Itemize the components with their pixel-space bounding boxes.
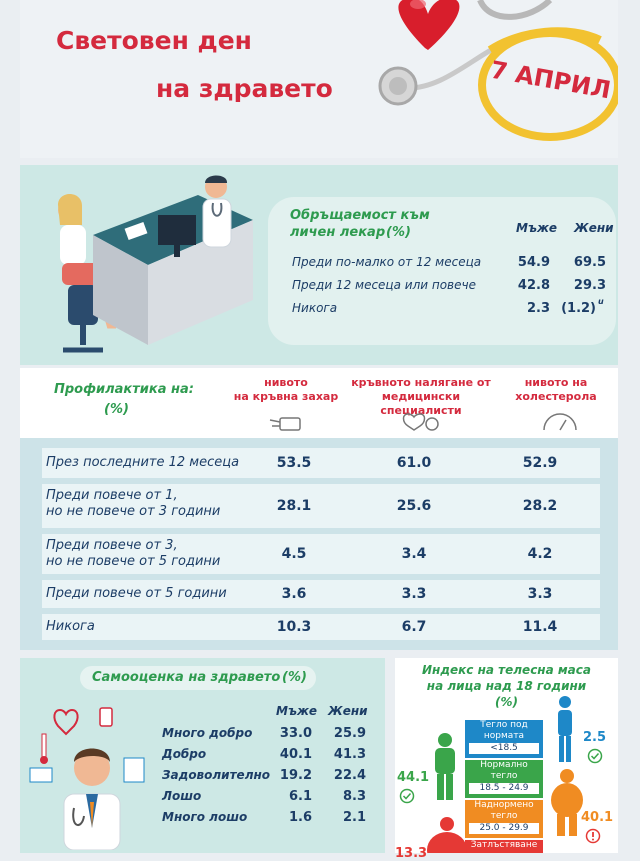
date-label: 7 АПРИЛ: [488, 55, 613, 105]
prevention-row-label: [46, 586, 227, 602]
bmi-cat-line2: тегло: [490, 811, 518, 821]
self-row: [162, 726, 382, 748]
overweight-person-icon: [545, 768, 589, 840]
bmi-box-normal: [465, 760, 543, 798]
prevention-value-cholesterol: 11.4: [522, 619, 558, 635]
title-line-1: Световен ден: [56, 26, 252, 55]
self-row-men: 40.1: [279, 747, 312, 762]
bmi-cat-line1: Затлъстяване: [470, 840, 538, 850]
gp-row-men: 54.9: [517, 255, 550, 270]
bmi-box-underweight: [465, 720, 543, 758]
prevention-value-pressure: 61.0: [396, 455, 432, 471]
self-row-men: 1.6: [288, 810, 312, 825]
prevention-value-pressure: 25.6: [396, 498, 432, 514]
gp-row-women: 69.5: [573, 255, 606, 270]
prevention-value-pressure: 6.7: [401, 619, 427, 635]
prevention-row-label: [46, 488, 220, 520]
self-row: [162, 810, 382, 832]
bmi-cat-line1: Наднормено: [474, 800, 534, 810]
gp-row-label: Преди 12 месеца или повече: [292, 278, 476, 292]
bmi-title-line2: на лица над 18 години: [426, 679, 587, 693]
prevention-value-sugar: 4.5: [281, 546, 307, 562]
prevention-row-label: [46, 619, 95, 635]
self-row-women: 25.9: [333, 726, 366, 741]
self-row-label: Много добро: [162, 726, 253, 740]
bmi-cat-line1: Тегло под: [480, 720, 528, 730]
glucometer-icon: [266, 410, 306, 434]
prevention-value-sugar: 28.1: [276, 498, 312, 514]
col3-line2: холестерола: [515, 390, 597, 403]
obese-person-icon: [425, 816, 469, 853]
prevention-title: Профилактика на:: [54, 382, 194, 397]
gp-col-women: Жени: [574, 221, 614, 235]
gp-table-card: [268, 197, 616, 345]
self-row: [162, 747, 382, 769]
prevention-row-label: [46, 455, 239, 471]
bmi-cat-line2: тегло: [490, 771, 518, 781]
prevention-header: [20, 368, 618, 438]
blood-pressure-icon: [402, 410, 442, 434]
col2-line1: кръвното налягане от: [351, 376, 491, 389]
prevention-table: [20, 438, 618, 650]
bmi-value-underweight: 2.5: [583, 730, 607, 745]
check-icon: [587, 748, 603, 764]
self-row-women: 2.1: [342, 810, 366, 825]
bmi-cat-range: <18.5: [469, 743, 539, 754]
label-line2: но не повече от 3 години: [46, 504, 221, 519]
col2-line2: медицински специалисти: [380, 390, 462, 417]
label-line1: Преди повече от 3,: [46, 538, 178, 553]
gp-row-men: 2.3: [526, 301, 550, 316]
col1-line1: нивото: [264, 376, 308, 389]
thin-person-icon: [545, 694, 585, 766]
prevention-row: [42, 534, 600, 574]
self-row-women: 22.4: [333, 768, 366, 783]
gp-row: [268, 276, 616, 298]
self-title: Самооценка на здравето: [92, 670, 281, 685]
label-line2: но не повече от 5 години: [46, 554, 221, 569]
header-banner: [20, 0, 618, 158]
bmi-cat-line2: нормата: [483, 731, 525, 741]
doctor-office-icon: [38, 175, 258, 360]
bmi-unit: (%): [495, 695, 518, 709]
bmi-cat-range: 25.0 - 29.9: [469, 823, 539, 834]
gp-row-women-note: u: [598, 297, 604, 306]
gp-title-line-2: личен лекар: [290, 225, 386, 240]
col3-line1: нивото на: [524, 376, 588, 389]
gp-row-women: 29.3: [573, 278, 606, 293]
prevention-value-cholesterol: 3.3: [527, 586, 553, 602]
warning-icon: [585, 828, 601, 844]
gp-row: [268, 299, 616, 321]
col-cholesterol-header: [506, 376, 606, 404]
gp-row-label: Никога: [292, 301, 338, 315]
bmi-value-obese: 13.3: [395, 846, 428, 861]
self-col-men: Мъже: [276, 704, 318, 718]
prevention-value-cholesterol: 52.9: [522, 455, 558, 471]
self-row-men: 19.2: [279, 768, 312, 783]
bmi-value-overweight: 40.1: [581, 810, 614, 825]
title-line-2: на здравето: [156, 74, 333, 103]
prevention-unit: (%): [104, 402, 129, 417]
self-row-men: 33.0: [279, 726, 312, 741]
col-blood-sugar-header: [226, 376, 346, 404]
prevention-value-cholesterol: 4.2: [527, 546, 553, 562]
gp-row-label: Преди по-малко от 12 месеца: [292, 255, 482, 269]
self-row-men: 6.1: [288, 789, 312, 804]
prevention-row: [42, 614, 600, 640]
bmi-title-line1: Индекс на телесна маса: [422, 663, 591, 677]
bmi-cat-line1: Нормално: [480, 760, 528, 770]
gp-row: [268, 253, 616, 275]
gp-col-men: Мъже: [516, 221, 558, 235]
bmi-box-overweight: [465, 800, 543, 838]
prevention-value-pressure: 3.3: [401, 586, 427, 602]
gp-row-women: (1.2): [561, 301, 596, 316]
col1-line2: на кръвна захар: [233, 390, 339, 403]
self-row-label: Добро: [162, 747, 207, 761]
prevention-value-cholesterol: 28.2: [522, 498, 558, 514]
label-line1: Преди повече от 5 години: [46, 586, 227, 601]
prevention-value-sugar: 53.5: [276, 455, 312, 471]
label-line1: Никога: [46, 619, 95, 634]
normal-person-icon: [425, 732, 465, 804]
check-icon: [399, 788, 415, 804]
prevention-row-label: [46, 538, 220, 570]
prevention-row: [42, 448, 600, 478]
label-line1: Преди повече от 1,: [46, 488, 178, 503]
prevention-row: [42, 484, 600, 528]
self-assessment-panel: [20, 658, 385, 853]
doctor-avatar-icon: [28, 698, 154, 850]
cholesterol-gauge-icon: [540, 410, 580, 434]
gp-visits-panel: [20, 165, 618, 365]
self-row-label: Задоволително: [162, 768, 271, 782]
prevention-value-sugar: 10.3: [276, 619, 312, 635]
label-line1: През последните 12 месеца: [46, 455, 240, 470]
prevention-value-sugar: 3.6: [281, 586, 307, 602]
bmi-box-obese: [465, 840, 543, 853]
self-row: [162, 789, 382, 811]
gp-unit: (%): [386, 225, 411, 240]
self-row-women: 8.3: [342, 789, 366, 804]
self-row-label: Лошо: [162, 789, 202, 803]
self-row-label: Много лошо: [162, 810, 248, 824]
self-row-women: 41.3: [333, 747, 366, 762]
gp-title-line-1: Обръщаемост към: [290, 208, 430, 223]
bmi-cat-range: 18.5 - 24.9: [469, 783, 539, 794]
prevention-value-pressure: 3.4: [401, 546, 427, 562]
self-row: [162, 768, 382, 790]
gp-row-men: 42.8: [517, 278, 550, 293]
self-unit: (%): [282, 670, 307, 685]
bmi-panel: [395, 658, 618, 861]
self-col-women: Жени: [328, 704, 368, 718]
prevention-row: [42, 580, 600, 608]
bmi-value-normal: 44.1: [397, 770, 430, 785]
